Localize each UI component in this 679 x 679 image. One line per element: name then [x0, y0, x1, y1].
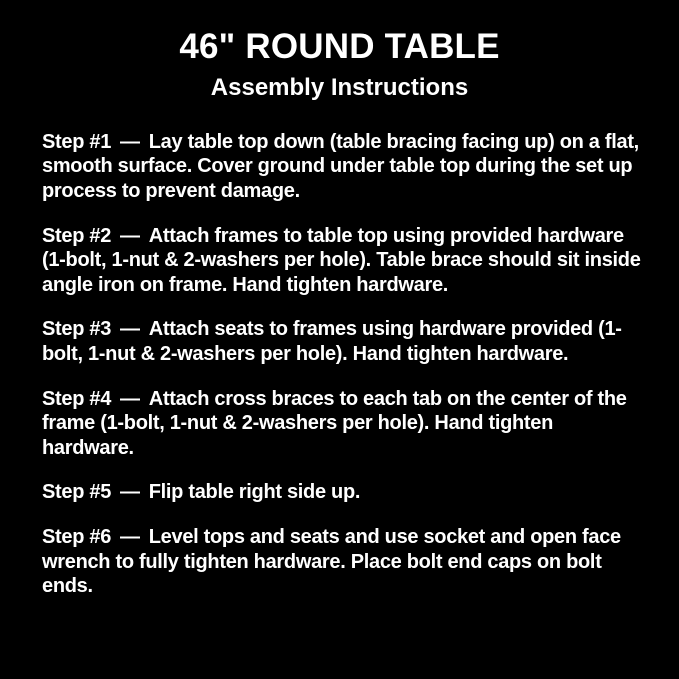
step-text: Flip table right side up. [148, 481, 361, 504]
page-title: 46" ROUND TABLE [179, 27, 500, 66]
step-label: Step #6 [42, 525, 112, 548]
step-label: Step #4 [42, 387, 112, 410]
step-label: Step #1 [42, 130, 112, 153]
step-item-3 [42, 317, 643, 366]
step-label: Step #3 [42, 318, 112, 341]
step-dash: — [120, 224, 140, 247]
step-text: Attach frames to table top using provided hardware (1-bolt, 1-nut & 2-washers per hole). Table brace should sit inside angle iron on frame. Hand tighten hardware. [42, 224, 641, 296]
step-item-4 [42, 387, 643, 461]
step-item-2 [42, 224, 643, 298]
step-dash: — [120, 318, 140, 341]
step-item-5 [42, 480, 643, 505]
step-label: Step #5 [42, 481, 112, 504]
step-text: Attach seats to frames using hardware provided (1-bolt, 1-nut & 2-washers per hole). Hand tighten hardware. [42, 318, 622, 365]
step-item-6 [42, 525, 643, 599]
instructions-list [0, 102, 679, 599]
page-subtitle: Assembly Instructions [210, 74, 469, 102]
step-text: Attach cross braces to each tab on the center of the frame (1-bolt, 1-nut & 2-washers per hole). Hand tighten hardware. [42, 387, 627, 459]
step-item-1 [42, 130, 643, 204]
step-dash: — [120, 130, 140, 153]
step-dash: — [120, 387, 140, 410]
step-label: Step #2 [42, 224, 112, 247]
step-text: Level tops and seats and use socket and open face wrench to fully tighten hardware. Place bolt end caps on bolt ends. [42, 525, 621, 598]
step-text: Lay table top down (table bracing facing up) on a flat, smooth surface. Cover ground under table top during the set up process to prevent damage. [42, 130, 639, 203]
header [0, 0, 679, 102]
step-dash: — [120, 481, 140, 504]
step-dash: — [120, 525, 140, 548]
